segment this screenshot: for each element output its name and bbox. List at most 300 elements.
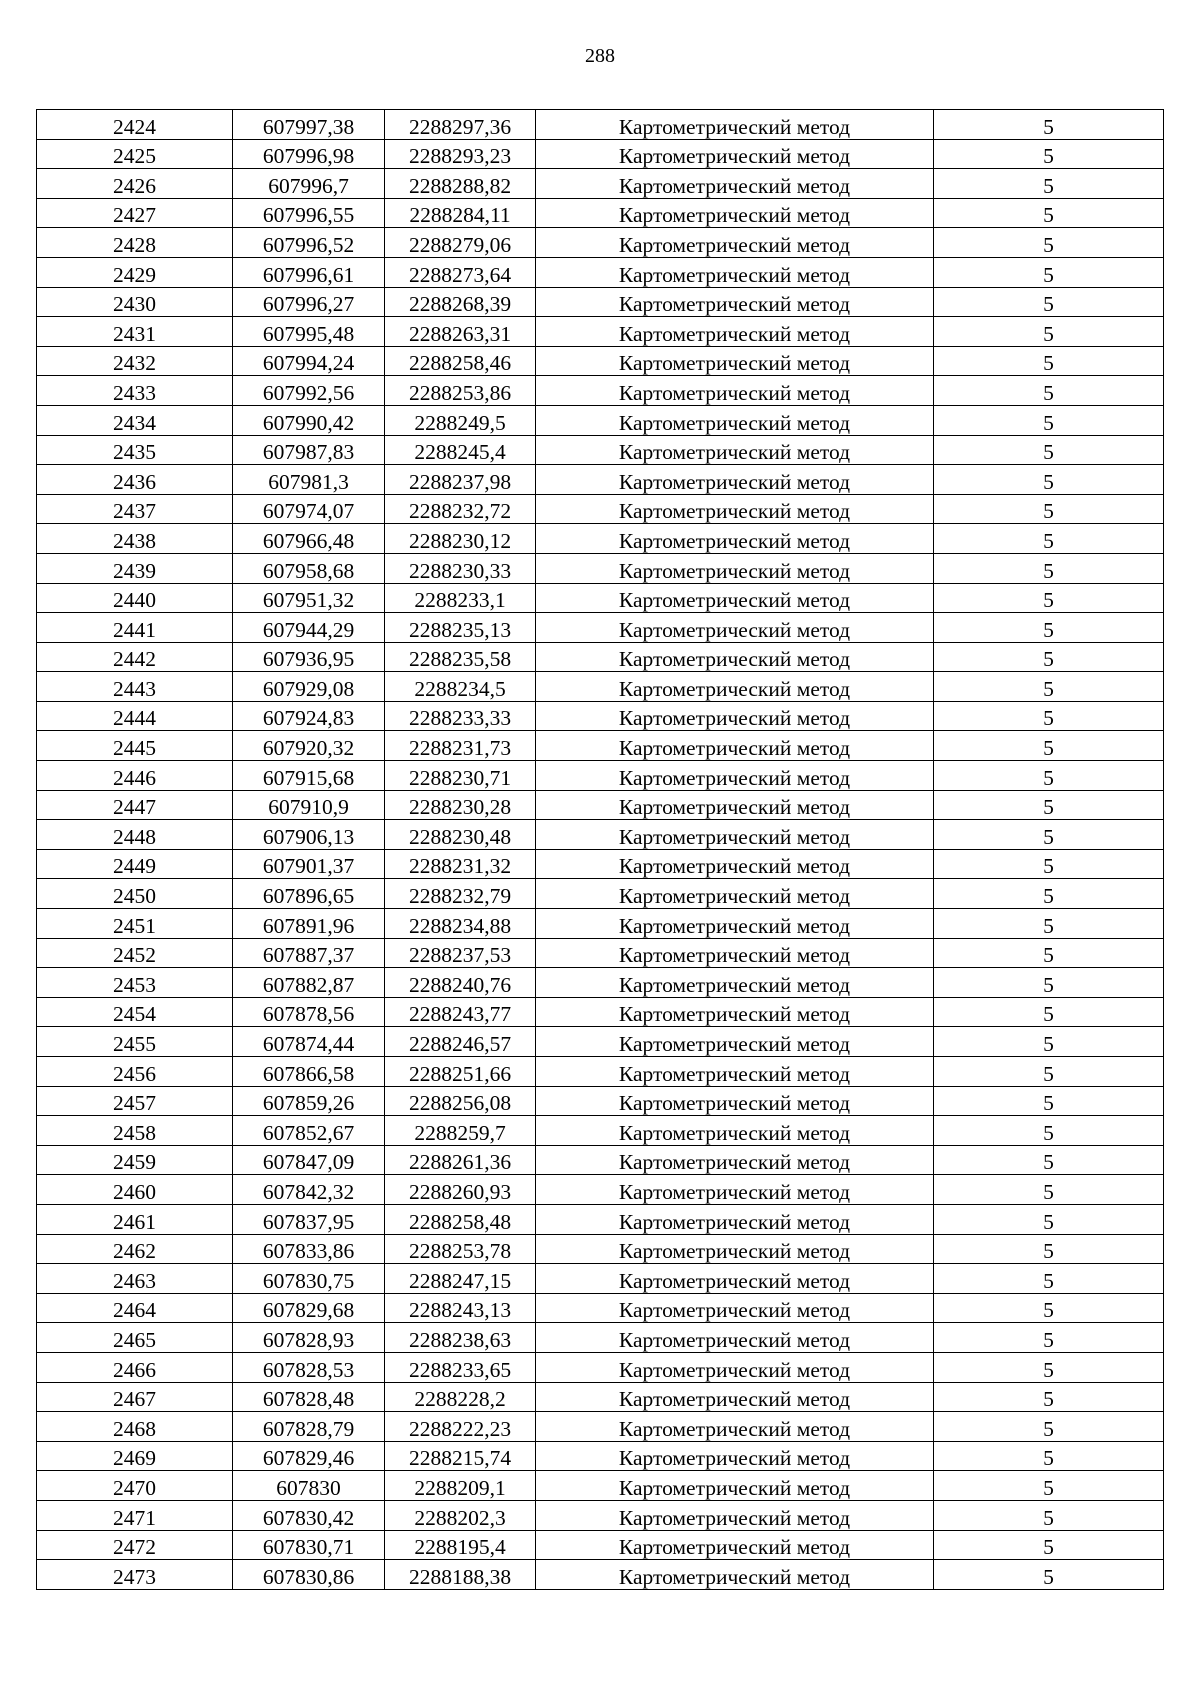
- method-cell: Картометрический метод: [536, 938, 934, 968]
- point-number-cell: 2459: [37, 1145, 233, 1175]
- accuracy-cell: 5: [934, 1264, 1164, 1294]
- method-cell: Картометрический метод: [536, 1412, 934, 1442]
- accuracy-cell: 5: [934, 790, 1164, 820]
- accuracy-cell: 5: [934, 376, 1164, 406]
- table-row: [37, 317, 1164, 347]
- y-coordinate-cell: 2288215,74: [385, 1441, 536, 1471]
- y-coordinate-cell: 2288232,79: [385, 879, 536, 909]
- point-number-cell: 2438: [37, 524, 233, 554]
- point-number-cell: 2444: [37, 701, 233, 731]
- x-coordinate-cell: 607958,68: [233, 553, 385, 583]
- x-coordinate-cell: 607828,93: [233, 1323, 385, 1353]
- x-coordinate-cell: 607887,37: [233, 938, 385, 968]
- table-row: [37, 257, 1164, 287]
- accuracy-cell: 5: [934, 139, 1164, 169]
- table-row: [37, 1560, 1164, 1590]
- y-coordinate-cell: 2288235,58: [385, 642, 536, 672]
- accuracy-cell: 5: [934, 1500, 1164, 1530]
- point-number-cell: 2441: [37, 613, 233, 643]
- y-coordinate-cell: 2288246,57: [385, 1027, 536, 1057]
- y-coordinate-cell: 2288258,46: [385, 346, 536, 376]
- method-cell: Картометрический метод: [536, 909, 934, 939]
- method-cell: Картометрический метод: [536, 139, 934, 169]
- method-cell: Картометрический метод: [536, 613, 934, 643]
- point-number-cell: 2437: [37, 494, 233, 524]
- method-cell: Картометрический метод: [536, 405, 934, 435]
- x-coordinate-cell: 607990,42: [233, 405, 385, 435]
- point-number-cell: 2462: [37, 1234, 233, 1264]
- table-row: [37, 1027, 1164, 1057]
- point-number-cell: 2447: [37, 790, 233, 820]
- method-cell: Картометрический метод: [536, 376, 934, 406]
- table-row: [37, 761, 1164, 791]
- y-coordinate-cell: 2288234,5: [385, 672, 536, 702]
- accuracy-cell: 5: [934, 287, 1164, 317]
- point-number-cell: 2426: [37, 169, 233, 199]
- table-row: [37, 198, 1164, 228]
- method-cell: Картометрический метод: [536, 1057, 934, 1087]
- point-number-cell: 2453: [37, 968, 233, 998]
- method-cell: Картометрический метод: [536, 1145, 934, 1175]
- point-number-cell: 2465: [37, 1323, 233, 1353]
- accuracy-cell: 5: [934, 1530, 1164, 1560]
- method-cell: Картометрический метод: [536, 1530, 934, 1560]
- table-row: [37, 583, 1164, 613]
- method-cell: Картометрический метод: [536, 465, 934, 495]
- y-coordinate-cell: 2288195,4: [385, 1530, 536, 1560]
- y-coordinate-cell: 2288260,93: [385, 1175, 536, 1205]
- accuracy-cell: 5: [934, 524, 1164, 554]
- y-coordinate-cell: 2288234,88: [385, 909, 536, 939]
- x-coordinate-cell: 607920,32: [233, 731, 385, 761]
- x-coordinate-cell: 607906,13: [233, 820, 385, 850]
- y-coordinate-cell: 2288284,11: [385, 198, 536, 228]
- x-coordinate-cell: 607910,9: [233, 790, 385, 820]
- accuracy-cell: 5: [934, 553, 1164, 583]
- method-cell: Картометрический метод: [536, 553, 934, 583]
- point-number-cell: 2429: [37, 257, 233, 287]
- accuracy-cell: 5: [934, 1560, 1164, 1590]
- method-cell: Картометрический метод: [536, 346, 934, 376]
- table-row: [37, 1352, 1164, 1382]
- y-coordinate-cell: 2288261,36: [385, 1145, 536, 1175]
- point-number-cell: 2443: [37, 672, 233, 702]
- y-coordinate-cell: 2288263,31: [385, 317, 536, 347]
- x-coordinate-cell: 607994,24: [233, 346, 385, 376]
- y-coordinate-cell: 2288233,1: [385, 583, 536, 613]
- accuracy-cell: 5: [934, 1382, 1164, 1412]
- point-number-cell: 2452: [37, 938, 233, 968]
- x-coordinate-cell: 607995,48: [233, 317, 385, 347]
- y-coordinate-cell: 2288235,13: [385, 613, 536, 643]
- x-coordinate-cell: 607878,56: [233, 997, 385, 1027]
- point-number-cell: 2463: [37, 1264, 233, 1294]
- accuracy-cell: 5: [934, 583, 1164, 613]
- point-number-cell: 2468: [37, 1412, 233, 1442]
- y-coordinate-cell: 2288188,38: [385, 1560, 536, 1590]
- x-coordinate-cell: 607830,86: [233, 1560, 385, 1590]
- table-row: [37, 938, 1164, 968]
- point-number-cell: 2467: [37, 1382, 233, 1412]
- point-number-cell: 2469: [37, 1441, 233, 1471]
- method-cell: Картометрический метод: [536, 1471, 934, 1501]
- y-coordinate-cell: 2288233,65: [385, 1352, 536, 1382]
- table-row: [37, 1264, 1164, 1294]
- point-number-cell: 2431: [37, 317, 233, 347]
- method-cell: Картометрический метод: [536, 642, 934, 672]
- y-coordinate-cell: 2288243,13: [385, 1293, 536, 1323]
- accuracy-cell: 5: [934, 849, 1164, 879]
- table-row: [37, 524, 1164, 554]
- point-number-cell: 2442: [37, 642, 233, 672]
- accuracy-cell: 5: [934, 938, 1164, 968]
- y-coordinate-cell: 2288233,33: [385, 701, 536, 731]
- point-number-cell: 2435: [37, 435, 233, 465]
- point-number-cell: 2446: [37, 761, 233, 791]
- table-row: [37, 1323, 1164, 1353]
- method-cell: Картометрический метод: [536, 1234, 934, 1264]
- accuracy-cell: 5: [934, 1234, 1164, 1264]
- method-cell: Картометрический метод: [536, 169, 934, 199]
- point-number-cell: 2440: [37, 583, 233, 613]
- y-coordinate-cell: 2288232,72: [385, 494, 536, 524]
- coordinates-table-body: [37, 110, 1164, 1590]
- table-row: [37, 1412, 1164, 1442]
- y-coordinate-cell: 2288293,23: [385, 139, 536, 169]
- accuracy-cell: 5: [934, 731, 1164, 761]
- x-coordinate-cell: 607974,07: [233, 494, 385, 524]
- point-number-cell: 2448: [37, 820, 233, 850]
- accuracy-cell: 5: [934, 1027, 1164, 1057]
- x-coordinate-cell: 607966,48: [233, 524, 385, 554]
- y-coordinate-cell: 2288237,98: [385, 465, 536, 495]
- x-coordinate-cell: 607852,67: [233, 1116, 385, 1146]
- accuracy-cell: 5: [934, 465, 1164, 495]
- method-cell: Картометрический метод: [536, 317, 934, 347]
- table-row: [37, 1382, 1164, 1412]
- accuracy-cell: 5: [934, 909, 1164, 939]
- x-coordinate-cell: 607829,46: [233, 1441, 385, 1471]
- table-row: [37, 169, 1164, 199]
- table-row: [37, 1116, 1164, 1146]
- y-coordinate-cell: 2288230,33: [385, 553, 536, 583]
- method-cell: Картометрический метод: [536, 672, 934, 702]
- x-coordinate-cell: 607981,3: [233, 465, 385, 495]
- point-number-cell: 2470: [37, 1471, 233, 1501]
- x-coordinate-cell: 607828,48: [233, 1382, 385, 1412]
- x-coordinate-cell: 607929,08: [233, 672, 385, 702]
- x-coordinate-cell: 607830,71: [233, 1530, 385, 1560]
- accuracy-cell: 5: [934, 317, 1164, 347]
- point-number-cell: 2457: [37, 1086, 233, 1116]
- point-number-cell: 2439: [37, 553, 233, 583]
- x-coordinate-cell: 607829,68: [233, 1293, 385, 1323]
- accuracy-cell: 5: [934, 997, 1164, 1027]
- accuracy-cell: 5: [934, 820, 1164, 850]
- accuracy-cell: 5: [934, 1086, 1164, 1116]
- x-coordinate-cell: 607996,52: [233, 228, 385, 258]
- x-coordinate-cell: 607987,83: [233, 435, 385, 465]
- table-row: [37, 287, 1164, 317]
- method-cell: Картометрический метод: [536, 1500, 934, 1530]
- x-coordinate-cell: 607996,27: [233, 287, 385, 317]
- table-row: [37, 642, 1164, 672]
- x-coordinate-cell: 607997,38: [233, 110, 385, 140]
- x-coordinate-cell: 607837,95: [233, 1204, 385, 1234]
- x-coordinate-cell: 607828,79: [233, 1412, 385, 1442]
- table-row: [37, 1530, 1164, 1560]
- method-cell: Картометрический метод: [536, 1323, 934, 1353]
- y-coordinate-cell: 2288202,3: [385, 1500, 536, 1530]
- table-row: [37, 1471, 1164, 1501]
- accuracy-cell: 5: [934, 435, 1164, 465]
- method-cell: Картометрический метод: [536, 968, 934, 998]
- table-row: [37, 1175, 1164, 1205]
- point-number-cell: 2466: [37, 1352, 233, 1382]
- x-coordinate-cell: 607830,75: [233, 1264, 385, 1294]
- point-number-cell: 2434: [37, 405, 233, 435]
- table-row: [37, 435, 1164, 465]
- method-cell: Картометрический метод: [536, 110, 934, 140]
- y-coordinate-cell: 2288231,32: [385, 849, 536, 879]
- y-coordinate-cell: 2288297,36: [385, 110, 536, 140]
- method-cell: Картометрический метод: [536, 494, 934, 524]
- method-cell: Картометрический метод: [536, 1086, 934, 1116]
- table-row: [37, 672, 1164, 702]
- x-coordinate-cell: 607847,09: [233, 1145, 385, 1175]
- y-coordinate-cell: 2288273,64: [385, 257, 536, 287]
- point-number-cell: 2461: [37, 1204, 233, 1234]
- method-cell: Картометрический метод: [536, 1116, 934, 1146]
- x-coordinate-cell: 607891,96: [233, 909, 385, 939]
- y-coordinate-cell: 2288259,7: [385, 1116, 536, 1146]
- x-coordinate-cell: 607859,26: [233, 1086, 385, 1116]
- x-coordinate-cell: 607936,95: [233, 642, 385, 672]
- point-number-cell: 2458: [37, 1116, 233, 1146]
- point-number-cell: 2454: [37, 997, 233, 1027]
- table-row: [37, 1234, 1164, 1264]
- accuracy-cell: 5: [934, 642, 1164, 672]
- method-cell: Картометрический метод: [536, 1293, 934, 1323]
- y-coordinate-cell: 2288288,82: [385, 169, 536, 199]
- method-cell: Картометрический метод: [536, 257, 934, 287]
- table-row: [37, 968, 1164, 998]
- point-number-cell: 2455: [37, 1027, 233, 1057]
- x-coordinate-cell: 607882,87: [233, 968, 385, 998]
- y-coordinate-cell: 2288247,15: [385, 1264, 536, 1294]
- accuracy-cell: 5: [934, 1175, 1164, 1205]
- accuracy-cell: 5: [934, 1412, 1164, 1442]
- y-coordinate-cell: 2288237,53: [385, 938, 536, 968]
- y-coordinate-cell: 2288253,86: [385, 376, 536, 406]
- table-row: [37, 820, 1164, 850]
- table-row: [37, 553, 1164, 583]
- accuracy-cell: 5: [934, 1145, 1164, 1175]
- y-coordinate-cell: 2288279,06: [385, 228, 536, 258]
- y-coordinate-cell: 2288230,28: [385, 790, 536, 820]
- point-number-cell: 2424: [37, 110, 233, 140]
- accuracy-cell: 5: [934, 228, 1164, 258]
- y-coordinate-cell: 2288209,1: [385, 1471, 536, 1501]
- method-cell: Картометрический метод: [536, 731, 934, 761]
- x-coordinate-cell: 607924,83: [233, 701, 385, 731]
- accuracy-cell: 5: [934, 879, 1164, 909]
- point-number-cell: 2473: [37, 1560, 233, 1590]
- table-row: [37, 346, 1164, 376]
- table-row: [37, 228, 1164, 258]
- coordinates-table: [36, 109, 1164, 1590]
- table-row: [37, 1293, 1164, 1323]
- page-number: 288: [585, 45, 615, 67]
- method-cell: Картометрический метод: [536, 198, 934, 228]
- method-cell: Картометрический метод: [536, 287, 934, 317]
- x-coordinate-cell: 607996,98: [233, 139, 385, 169]
- point-number-cell: 2449: [37, 849, 233, 879]
- x-coordinate-cell: 607842,32: [233, 1175, 385, 1205]
- method-cell: Картометрический метод: [536, 701, 934, 731]
- table-row: [37, 139, 1164, 169]
- table-row: [37, 879, 1164, 909]
- accuracy-cell: 5: [934, 169, 1164, 199]
- table-row: [37, 1086, 1164, 1116]
- method-cell: Картометрический метод: [536, 790, 934, 820]
- table-row: [37, 701, 1164, 731]
- accuracy-cell: 5: [934, 1471, 1164, 1501]
- method-cell: Картометрический метод: [536, 1352, 934, 1382]
- y-coordinate-cell: 2288231,73: [385, 731, 536, 761]
- accuracy-cell: 5: [934, 110, 1164, 140]
- accuracy-cell: 5: [934, 968, 1164, 998]
- table-row: [37, 1145, 1164, 1175]
- point-number-cell: 2460: [37, 1175, 233, 1205]
- method-cell: Картометрический метод: [536, 820, 934, 850]
- method-cell: Картометрический метод: [536, 1204, 934, 1234]
- y-coordinate-cell: 2288268,39: [385, 287, 536, 317]
- accuracy-cell: 5: [934, 1116, 1164, 1146]
- table-row: [37, 1057, 1164, 1087]
- accuracy-cell: 5: [934, 405, 1164, 435]
- y-coordinate-cell: 2288256,08: [385, 1086, 536, 1116]
- point-number-cell: 2430: [37, 287, 233, 317]
- y-coordinate-cell: 2288228,2: [385, 1382, 536, 1412]
- point-number-cell: 2456: [37, 1057, 233, 1087]
- point-number-cell: 2428: [37, 228, 233, 258]
- point-number-cell: 2464: [37, 1293, 233, 1323]
- y-coordinate-cell: 2288238,63: [385, 1323, 536, 1353]
- x-coordinate-cell: 607951,32: [233, 583, 385, 613]
- table-row: [37, 1441, 1164, 1471]
- y-coordinate-cell: 2288230,12: [385, 524, 536, 554]
- y-coordinate-cell: 2288245,4: [385, 435, 536, 465]
- accuracy-cell: 5: [934, 346, 1164, 376]
- y-coordinate-cell: 2288243,77: [385, 997, 536, 1027]
- x-coordinate-cell: 607901,37: [233, 849, 385, 879]
- table-row: [37, 731, 1164, 761]
- y-coordinate-cell: 2288230,71: [385, 761, 536, 791]
- x-coordinate-cell: 607996,7: [233, 169, 385, 199]
- accuracy-cell: 5: [934, 1293, 1164, 1323]
- y-coordinate-cell: 2288253,78: [385, 1234, 536, 1264]
- method-cell: Картометрический метод: [536, 997, 934, 1027]
- x-coordinate-cell: 607996,61: [233, 257, 385, 287]
- x-coordinate-cell: 607944,29: [233, 613, 385, 643]
- x-coordinate-cell: 607830,42: [233, 1500, 385, 1530]
- method-cell: Картометрический метод: [536, 1382, 934, 1412]
- x-coordinate-cell: 607866,58: [233, 1057, 385, 1087]
- method-cell: Картометрический метод: [536, 583, 934, 613]
- y-coordinate-cell: 2288249,5: [385, 405, 536, 435]
- accuracy-cell: 5: [934, 672, 1164, 702]
- table-row: [37, 465, 1164, 495]
- point-number-cell: 2471: [37, 1500, 233, 1530]
- table-row: [37, 405, 1164, 435]
- table-row: [37, 849, 1164, 879]
- x-coordinate-cell: 607833,86: [233, 1234, 385, 1264]
- point-number-cell: 2451: [37, 909, 233, 939]
- accuracy-cell: 5: [934, 1057, 1164, 1087]
- table-row: [37, 1204, 1164, 1234]
- accuracy-cell: 5: [934, 198, 1164, 228]
- accuracy-cell: 5: [934, 613, 1164, 643]
- y-coordinate-cell: 2288230,48: [385, 820, 536, 850]
- method-cell: Картометрический метод: [536, 435, 934, 465]
- method-cell: Картометрический метод: [536, 1027, 934, 1057]
- point-number-cell: 2436: [37, 465, 233, 495]
- method-cell: Картометрический метод: [536, 1175, 934, 1205]
- x-coordinate-cell: 607828,53: [233, 1352, 385, 1382]
- accuracy-cell: 5: [934, 1323, 1164, 1353]
- method-cell: Картометрический метод: [536, 761, 934, 791]
- accuracy-cell: 5: [934, 1441, 1164, 1471]
- method-cell: Картометрический метод: [536, 1264, 934, 1294]
- accuracy-cell: 5: [934, 1204, 1164, 1234]
- table-row: [37, 494, 1164, 524]
- table-row: [37, 1500, 1164, 1530]
- method-cell: Картометрический метод: [536, 1441, 934, 1471]
- x-coordinate-cell: 607830: [233, 1471, 385, 1501]
- method-cell: Картометрический метод: [536, 879, 934, 909]
- point-number-cell: 2425: [37, 139, 233, 169]
- y-coordinate-cell: 2288251,66: [385, 1057, 536, 1087]
- point-number-cell: 2472: [37, 1530, 233, 1560]
- x-coordinate-cell: 607874,44: [233, 1027, 385, 1057]
- x-coordinate-cell: 607992,56: [233, 376, 385, 406]
- method-cell: Картометрический метод: [536, 1560, 934, 1590]
- table-row: [37, 613, 1164, 643]
- method-cell: Картометрический метод: [536, 228, 934, 258]
- x-coordinate-cell: 607896,65: [233, 879, 385, 909]
- point-number-cell: 2432: [37, 346, 233, 376]
- y-coordinate-cell: 2288258,48: [385, 1204, 536, 1234]
- accuracy-cell: 5: [934, 761, 1164, 791]
- accuracy-cell: 5: [934, 701, 1164, 731]
- table-row: [37, 909, 1164, 939]
- x-coordinate-cell: 607915,68: [233, 761, 385, 791]
- point-number-cell: 2427: [37, 198, 233, 228]
- y-coordinate-cell: 2288240,76: [385, 968, 536, 998]
- table-row: [37, 110, 1164, 140]
- table-row: [37, 790, 1164, 820]
- accuracy-cell: 5: [934, 257, 1164, 287]
- point-number-cell: 2445: [37, 731, 233, 761]
- method-cell: Картометрический метод: [536, 524, 934, 554]
- method-cell: Картометрический метод: [536, 849, 934, 879]
- table-row: [37, 376, 1164, 406]
- point-number-cell: 2450: [37, 879, 233, 909]
- y-coordinate-cell: 2288222,23: [385, 1412, 536, 1442]
- x-coordinate-cell: 607996,55: [233, 198, 385, 228]
- point-number-cell: 2433: [37, 376, 233, 406]
